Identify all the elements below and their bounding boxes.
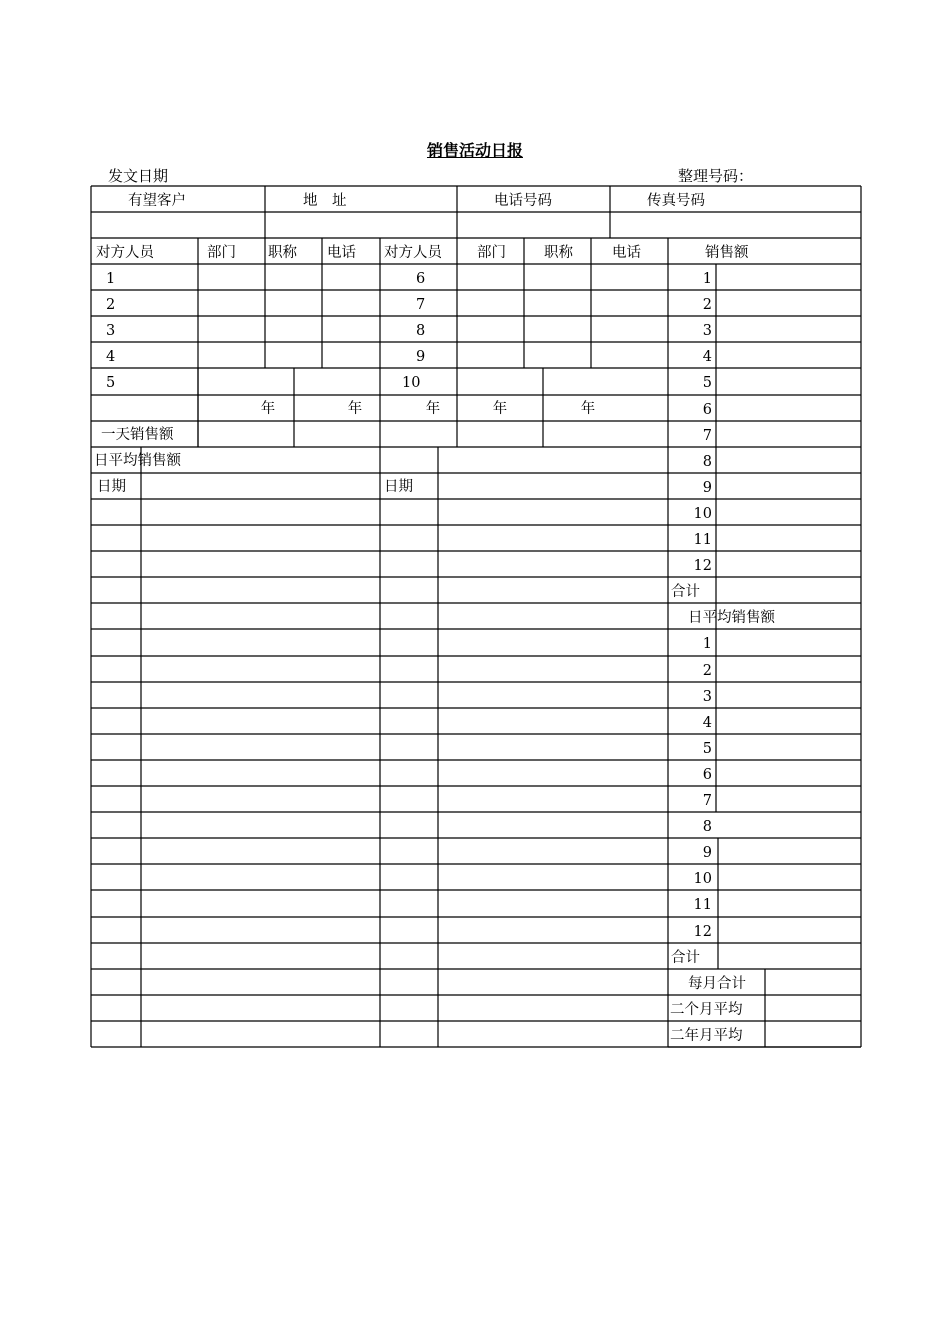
month-number-avg: 10 [693,871,712,887]
month-number: 3 [702,323,712,339]
daily-avg-sales-label: 日平均销售额 [94,453,181,469]
year-label: 年 [347,401,363,417]
month-number: 12 [693,558,712,574]
month-number-avg: 11 [693,897,712,913]
contact-number-right: 8 [416,323,426,339]
dept-header: 部门 [207,245,236,261]
month-number: 4 [702,349,712,365]
month-number: 1 [702,271,712,287]
monthly-total-label: 每月合计 [688,976,746,992]
daily-avg-section-label: 日平均销售额 [688,610,775,626]
month-number: 8 [702,454,712,470]
month-number-avg: 1 [702,636,712,652]
contact-number-right: 9 [416,349,426,365]
dept-header-right: 部门 [477,245,506,261]
month-number-avg: 7 [702,793,712,809]
month-number-avg: 8 [702,819,712,835]
year-label: 年 [580,401,596,417]
phone-number-header: 电话号码 [494,193,552,209]
contact-number: 1 [106,271,116,287]
total-label: 合计 [671,584,700,600]
contact-number-right: 7 [416,297,426,313]
total-label-avg: 合计 [671,950,700,966]
month-number: 11 [693,532,712,548]
month-number: 6 [702,402,712,418]
year-label: 年 [260,401,276,417]
title-header: 职称 [268,245,297,261]
phone-header: 电话 [327,245,356,261]
month-number: 9 [702,480,712,496]
address-header: 地 址 [303,193,347,209]
contact-number: 5 [106,375,116,391]
contact-number-right: 10 [402,375,421,391]
month-number-avg: 4 [702,715,712,731]
contact-number: 3 [106,323,116,339]
date-label-right: 日期 [384,479,413,495]
serial-number-label: 整理号码： [678,167,754,185]
contact-number-right: 6 [416,271,426,287]
month-number: 5 [702,375,712,391]
contact-header: 对方人员 [96,245,154,261]
daily-sales-label: 一天销售额 [101,427,174,443]
month-number-avg: 3 [702,689,712,705]
issue-date-label: 发文日期 [108,167,169,185]
month-number-avg: 12 [693,924,712,940]
month-number: 10 [693,506,712,522]
two-month-average-label: 二个月平均 [670,1002,743,1018]
prospect-header: 有望客户 [128,193,186,209]
month-number-avg: 2 [702,663,712,679]
contact-number: 2 [106,297,116,313]
sales-header: 销售额 [705,245,749,261]
fax-number-header: 传真号码 [647,193,705,209]
phone-header-right: 电话 [612,245,641,261]
month-number: 2 [702,297,712,313]
date-label: 日期 [97,479,126,495]
two-year-month-average-label: 二年月平均 [670,1028,743,1044]
year-label: 年 [425,401,441,417]
contact-header-right: 对方人员 [384,245,442,261]
year-label: 年 [492,401,508,417]
month-number-avg: 9 [702,845,712,861]
month-number-avg: 6 [702,767,712,783]
month-number-avg: 5 [702,741,712,757]
page-title: 销售活动日报 [426,141,523,160]
month-number: 7 [702,428,712,444]
contact-number: 4 [106,349,116,365]
title-header-right: 职称 [544,245,573,261]
